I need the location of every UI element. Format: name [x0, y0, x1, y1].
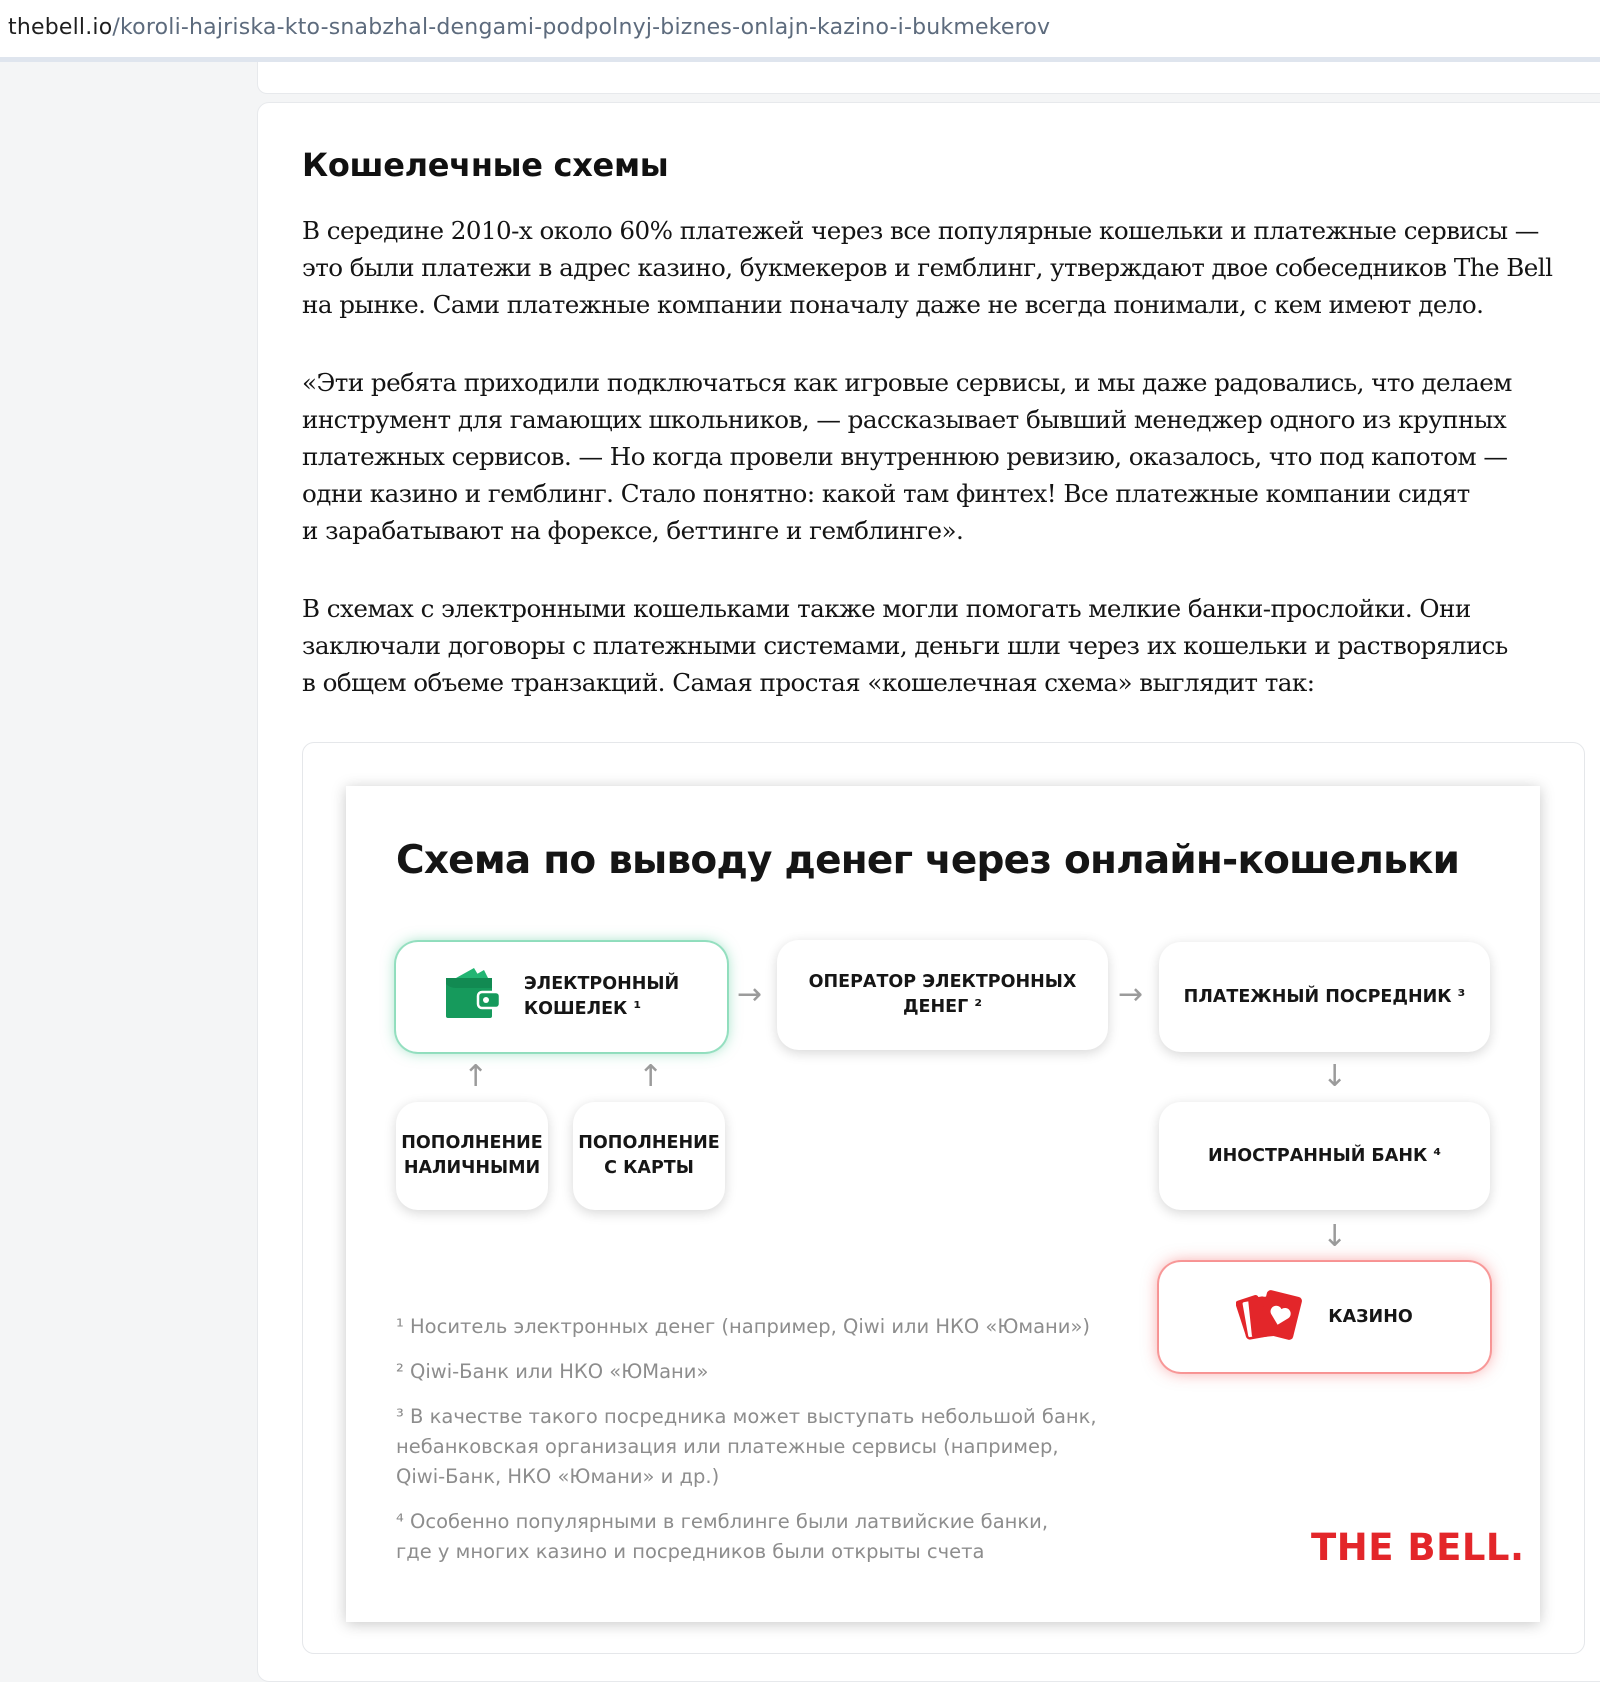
text-line: в общем объеме транзакций. Самая простая «кошелечная схема» выглядит так:	[302, 668, 1315, 697]
text-line: «Эти ребята приходили подключаться как игровые сервисы, и мы даже радовались, что делаем	[302, 368, 1512, 397]
node-payment-intermediary	[1159, 942, 1490, 1052]
paragraph-1	[302, 212, 1592, 323]
node-cash-label: ПОПОЛНЕНИЕ НАЛИЧНЫМИ	[401, 1133, 543, 1178]
text-line: заключали договоры с платежными системами, деньги шли через их кошельки и растворялись	[302, 631, 1508, 660]
node-electronic-wallet	[396, 942, 727, 1052]
text-line: небанковская организация или платежные сервисы (например,	[396, 1435, 1059, 1458]
paragraph-2	[302, 364, 1592, 549]
node-foreign-bank-label: ИНОСТРАННЫЙ БАНК ⁴	[1207, 1145, 1442, 1166]
playing-cards-icon	[1236, 1285, 1306, 1349]
text-line: одни казино и гемблинг. Стало понятно: какой там финтех! Все платежные компании сидят	[302, 479, 1470, 508]
node-emoney-operator	[777, 940, 1108, 1050]
arrow-down-icon: ↓	[1322, 1219, 1348, 1254]
text-line: В схемах с электронными кошельками также могли помогать мелкие банки-прослойки. Они	[302, 594, 1471, 623]
text-line: Qiwi-Банк, НКО «Юмани» и др.)	[396, 1465, 720, 1488]
node-card-topup	[573, 1102, 725, 1210]
text-line: платежных сервисов. — Но когда провели внутреннюю ревизию, оказалось, что под капотом —	[302, 442, 1508, 471]
arrow-right-icon: →	[737, 977, 763, 1012]
arrow-right-icon: →	[1118, 977, 1144, 1012]
text-line: на рынке. Сами платежные компании поначалу даже не всегда понимали, с кем имеют дело.	[302, 290, 1484, 319]
node-foreign-bank	[1159, 1102, 1490, 1210]
text-line: ⁴ Особенно популярными в гемблинге были латвийские банки,	[396, 1510, 1049, 1533]
url-path: /koroli-hajriska-kto-snabzhal-dengami-podpolnyj-biznes-onlajn-kazino-i-bukmekerov	[112, 15, 1051, 40]
paragraph-3	[302, 590, 1592, 701]
text-line: В середине 2010-х около 60% платежей через все популярные кошельки и платежные сервисы —	[302, 216, 1539, 245]
node-operator-label: ОПЕРАТОР ЭЛЕКТРОННЫХ ДЕНЕГ ²	[808, 972, 1077, 1017]
footnote-2	[396, 1357, 1116, 1387]
node-card-label: ПОПОЛНЕНИЕ С КАРТЫ	[578, 1133, 720, 1178]
the-bell-logo: THE BELL.	[1311, 1526, 1525, 1569]
arrow-up-icon: ↑	[463, 1059, 489, 1094]
text-line: ² Qiwi-Банк или НКО «ЮМани»	[396, 1360, 709, 1383]
previous-content-card	[257, 62, 1600, 94]
node-casino	[1159, 1262, 1490, 1372]
text-line: инструмент для гамающих школьников, — рассказывает бывший менеджер одного из крупных	[302, 405, 1507, 434]
footnote-4	[396, 1507, 1116, 1567]
node-wallet-label: ЭЛЕКТРОННЫЙ КОШЕЛЕК ¹	[523, 974, 680, 1019]
node-casino-label: КАЗИНО	[1328, 1306, 1413, 1327]
footnote-1	[396, 1312, 1116, 1342]
text-line: где у многих казино и посредников были открыты счета	[396, 1540, 985, 1563]
url-text[interactable]	[8, 15, 1050, 40]
footnote-3	[396, 1402, 1116, 1492]
wallet-icon	[444, 966, 502, 1028]
address-bar[interactable]	[0, 0, 1600, 62]
text-line: ¹ Носитель электронных денег (например, Qiwi или НКО «Юмани»)	[396, 1315, 1091, 1338]
node-intermediary-label: ПЛАТЕЖНЫЙ ПОСРЕДНИК ³	[1183, 986, 1466, 1007]
url-domain: thebell.io	[8, 15, 113, 40]
node-cash-topup	[396, 1102, 548, 1210]
infographic-title: Схема по выводу денег через онлайн-кошельки	[396, 838, 1460, 883]
text-line: ³ В качестве такого посредника может выступать небольшой банк,	[396, 1405, 1097, 1428]
text-line: и зарабатывают на форексе, беттинге и гемблинге».	[302, 516, 964, 545]
text-line: это были платежи в адрес казино, букмекеров и гемблинг, утверждают двое собеседников The Bell	[302, 253, 1553, 282]
arrow-up-icon: ↑	[638, 1059, 664, 1094]
section-heading: Кошелечные схемы	[302, 146, 669, 184]
arrow-down-icon: ↓	[1322, 1059, 1348, 1094]
